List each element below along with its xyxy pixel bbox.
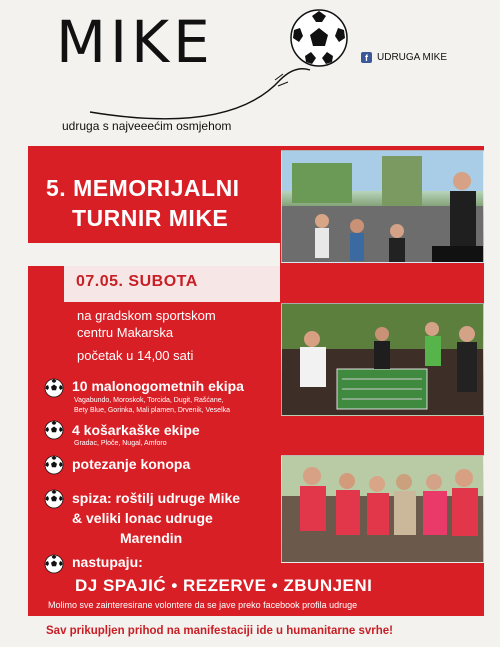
item-food-line1: spiza: roštilj udruge Mike: [72, 490, 241, 506]
logo-text: MIKE: [56, 8, 214, 76]
item-basketball-title: 4 košarkaške ekipe: [72, 422, 200, 438]
event-title-line1: 5. MEMORIJALNI: [46, 175, 240, 201]
photo-volunteers: [281, 455, 484, 563]
football-icon: [44, 554, 64, 574]
item-performers-label: nastupaju:: [72, 554, 143, 570]
football-icon: [44, 420, 64, 440]
item-food-line2: & veliki lonac udruge: [72, 510, 213, 526]
event-date: 07.05. SUBOTA: [76, 273, 198, 290]
football-icon: [44, 378, 64, 398]
football-icon: [44, 455, 64, 475]
facebook-icon: f: [361, 52, 372, 63]
location-line1: na gradskom sportskom: [77, 308, 216, 323]
footer-note: Sav prikupljen prihod na manifestaciji ide u humanitarne svrhe!: [46, 625, 393, 637]
location-line2: centru Makarska: [77, 325, 174, 340]
item-food-line3: Marendin: [120, 530, 183, 546]
facebook-link[interactable]: [361, 52, 447, 63]
photo-dj-crowd: [281, 150, 484, 263]
item-football-title: 10 malonogometnih ekipa: [72, 378, 244, 394]
football-icon: [289, 8, 349, 68]
performers-list: DJ SPAJIĆ • REZERVE • ZBUNJENI: [75, 576, 373, 595]
item-football-teams-line1: Vagabundo, Moroskok, Torcida, Dugit, Rašćane,: [74, 397, 224, 404]
start-time: početak u 14,00 sati: [77, 348, 194, 363]
event-title-line2: TURNIR MIKE: [72, 205, 229, 231]
photo-foosball: [281, 303, 484, 416]
item-tug-of-war-title: potezanje konopa: [72, 456, 191, 472]
volunteer-note: Molimo sve zainteresirane volontere da se jave preko facebook profila udruge: [48, 600, 358, 610]
item-football-teams-line2: Bety Blue, Gorinka, Mali plamen, Drvenik, Veselka: [74, 407, 231, 414]
white-strip: [28, 243, 280, 266]
facebook-label: UDRUGA MIKE: [377, 52, 448, 63]
item-basketball-teams: Gradac, Ploče, Nugal, Amforo: [74, 440, 167, 447]
football-icon: [44, 489, 64, 509]
tagline: udruga s najveeećim osmjehom: [62, 119, 232, 133]
